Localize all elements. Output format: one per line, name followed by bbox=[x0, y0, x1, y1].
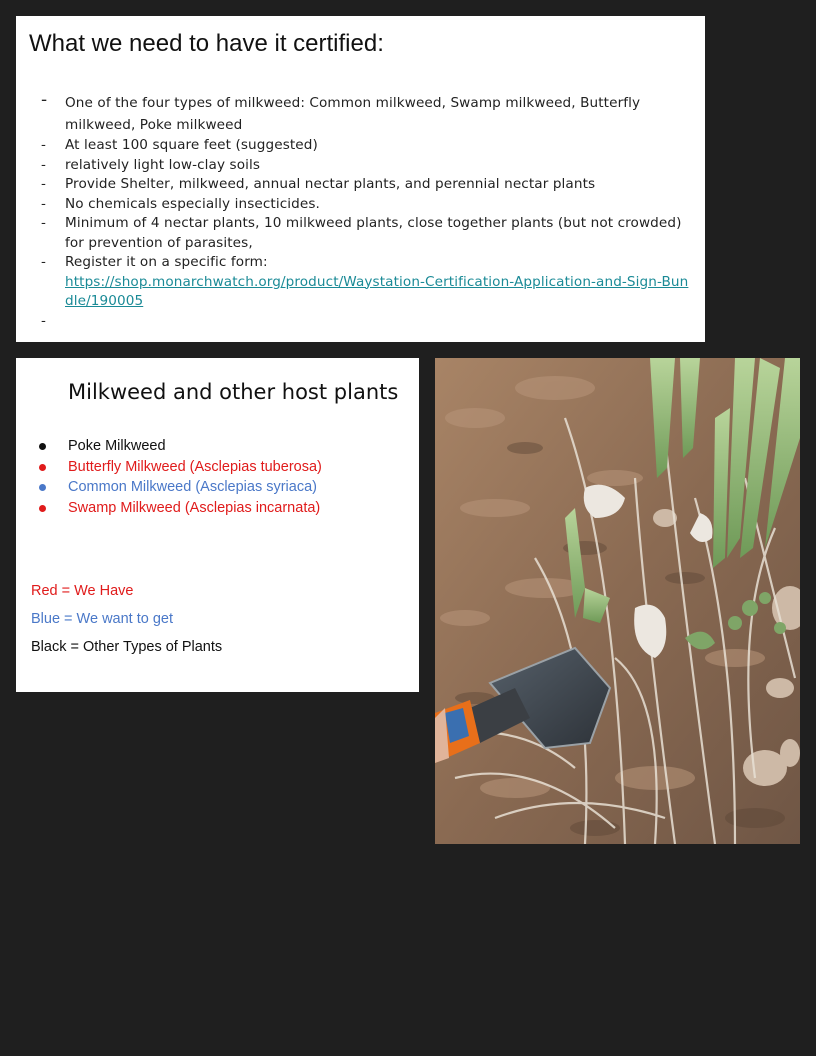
dash-bullet: - bbox=[41, 312, 47, 329]
list-item bbox=[16, 195, 705, 215]
list-item-text: No chemicals especially insecticides. bbox=[65, 195, 320, 212]
list-item bbox=[16, 175, 705, 195]
red-bullet-icon bbox=[39, 464, 46, 471]
list-item bbox=[16, 253, 705, 312]
requirements-list bbox=[16, 90, 705, 329]
plant-label: Butterfly Milkweed (Asclepias tuberosa) bbox=[68, 458, 322, 475]
legend-red: Red = We Have bbox=[31, 583, 134, 599]
plant-label: Common Milkweed (Asclepias syriaca) bbox=[68, 479, 317, 495]
dash-bullet: - bbox=[41, 254, 47, 270]
garden-photo bbox=[435, 358, 800, 844]
dash-bullet: - bbox=[41, 156, 47, 173]
list-item bbox=[16, 498, 322, 519]
slide-title: Milkweed and other host plants bbox=[68, 380, 399, 404]
list-item bbox=[16, 477, 322, 498]
dash-bullet: - bbox=[41, 215, 47, 231]
certification-form-link[interactable]: https://shop.monarchwatch.org/product/Waystation-Certification-Application-and-Sign-Bundle/190005 bbox=[65, 273, 689, 309]
plant-label: Swamp Milkweed (Asclepias incarnata) bbox=[68, 499, 321, 516]
list-item bbox=[16, 457, 322, 478]
list-item bbox=[16, 92, 705, 136]
slide-title: What we need to have it certified: bbox=[29, 30, 384, 57]
list-item-text: Provide Shelter, milkweed, annual nectar plants, and perennial nectar plants bbox=[65, 176, 596, 192]
host-plants-slide bbox=[16, 358, 419, 692]
list-item bbox=[16, 136, 705, 156]
dash-bullet: - bbox=[41, 90, 48, 110]
garden-photo-image bbox=[435, 358, 800, 844]
list-item bbox=[16, 214, 705, 253]
list-item bbox=[16, 156, 705, 176]
dash-bullet: - bbox=[41, 176, 47, 192]
dash-bullet: - bbox=[41, 137, 47, 153]
black-bullet-icon bbox=[39, 443, 46, 450]
legend-black: Black = Other Types of Plants bbox=[31, 639, 223, 655]
certification-requirements-slide bbox=[16, 16, 705, 342]
plant-label: Poke Milkweed bbox=[68, 438, 166, 454]
blue-bullet-icon bbox=[39, 484, 46, 491]
list-item-text: At least 100 square feet (suggested) bbox=[65, 137, 318, 153]
dash-bullet: - bbox=[41, 195, 47, 212]
red-bullet-icon bbox=[39, 505, 46, 512]
list-item-text: Minimum of 4 nectar plants, 10 milkweed plants, close together plants (but not crowded) for prevention of parasites, bbox=[65, 215, 682, 251]
plants-list bbox=[16, 436, 322, 518]
list-item-text: Register it on a specific form: bbox=[65, 254, 268, 270]
list-item bbox=[16, 436, 322, 457]
legend-blue: Blue = We want to get bbox=[31, 611, 173, 627]
list-item-text: One of the four types of milkweed: Common milkweed, Swamp milkweed, Butterfly milkweed, Poke milkweed bbox=[65, 95, 641, 133]
list-item-text: relatively light low-clay soils bbox=[65, 156, 261, 173]
